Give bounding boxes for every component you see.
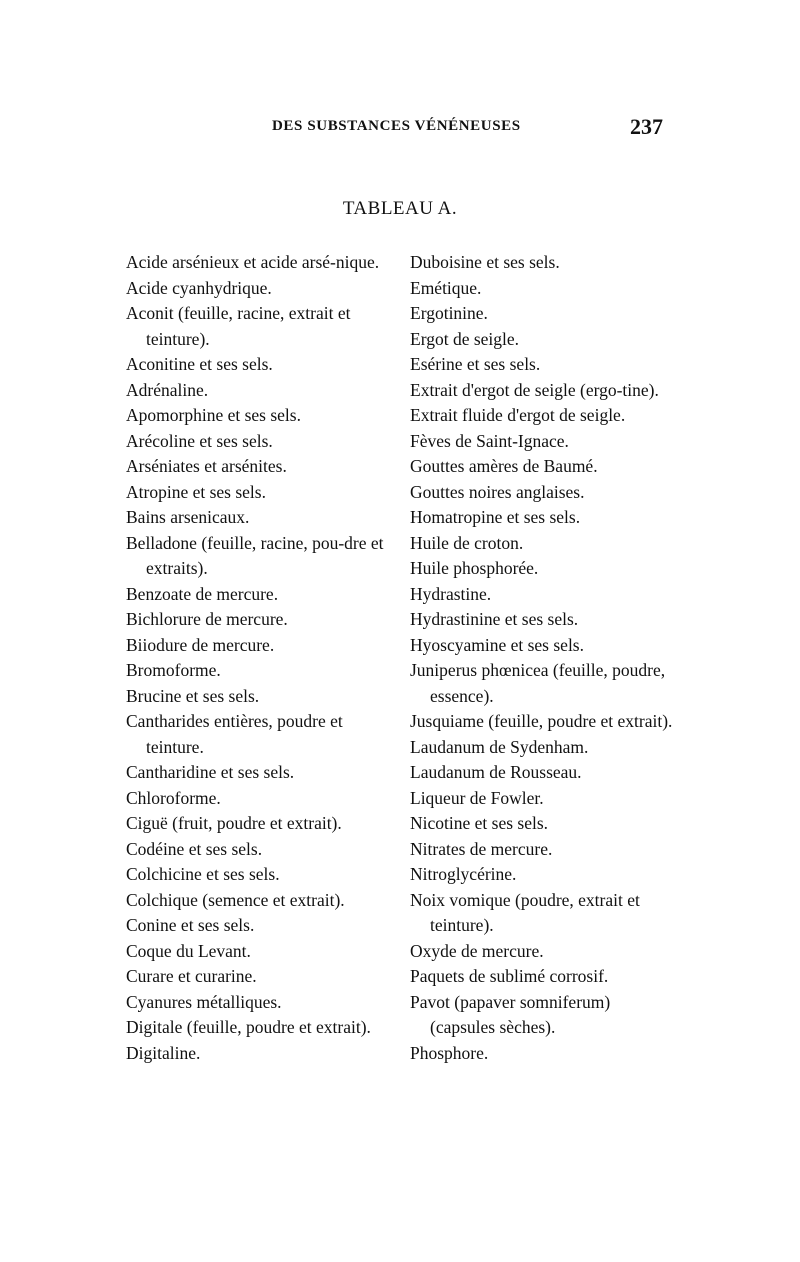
list-item: Hydrastine. [410,583,492,604]
list-item: Juniperus phœnicea (feuille, poudre, essence). [410,660,666,706]
list-item: Digitaline. [126,1042,201,1063]
list-item: Ergotinine. [410,303,488,323]
list-item: Laudanum de Rousseau. [410,762,582,782]
list-item: Nicotine et ses sels. [410,813,549,833]
running-title: DES SUBSTANCES VÉNÉNEUSES [272,118,521,134]
list-item: Laudanum de Sydenham. [410,736,589,757]
list-item: Huile phosphorée. [410,558,539,578]
list-item: Esérine et ses sels. [410,354,541,374]
list-item: Colchique (semence et extrait). [126,889,345,910]
list-item: Bains arsenicaux. [126,507,250,527]
list-item: Arécoline et ses sels. [126,430,273,451]
list-item: Paquets de sublimé corrosif. [410,966,609,986]
list-item: Atropine et ses sels. [126,481,266,502]
list-item: Acide arsénieux et acide arsé-nique. [126,252,380,272]
list-item: Belladone (feuille, racine, pou-dre et extraits). [126,532,384,578]
list-item: Extrait fluide d'ergot de seigle. [410,405,626,425]
list-item: Curare et curarine. [126,966,257,986]
list-item: Aconit (feuille, racine, extrait et teinture). [126,303,351,349]
list-item: Cyanures métalliques. [126,991,282,1012]
list-item: Fèves de Saint-Ignace. [410,430,569,451]
running-head [0,114,800,144]
table-title: TABLEAU A. [342,198,458,219]
list-item: Hyoscyamine et ses sels. [410,634,584,655]
list-item: Conine et ses sels. [126,915,255,935]
list-item: Acide cyanhydrique. [126,277,272,298]
list-item: Chloroforme. [126,787,221,808]
list-item: Biiodure de mercure. [126,634,275,655]
right-column [410,250,678,1066]
left-column [126,250,394,1066]
list-item: Cantharidine et ses sels. [126,762,295,782]
list-item: Ciguë (fruit, poudre et extrait). [126,813,342,833]
page-number: 237 [630,114,663,139]
list-item: Extrait d'ergot de seigle (ergo-tine). [410,379,659,400]
list-item: Cantharides entières, poudre et teinture. [126,711,343,757]
list-item: Brucine et ses sels. [126,685,260,706]
list-item: Nitroglycérine. [410,864,517,884]
list-item: Hydrastinine et ses sels. [410,609,579,629]
list-item: Huile de croton. [410,532,524,553]
list-item: Liqueur de Fowler. [410,787,544,808]
list-item: Bromoforme. [126,660,221,680]
list-item: Emétique. [410,277,482,298]
list-item: Duboisine et ses sels. [410,252,560,272]
list-item: Nitrates de mercure. [410,838,553,859]
list-item: Colchicine et ses sels. [126,864,280,884]
list-item: Phosphore. [410,1042,489,1063]
list-item: Ergot de seigle. [410,328,520,349]
list-item: Coque du Levant. [126,940,251,961]
list-item: Gouttes noires anglaises. [410,481,585,502]
list-item: Noix vomique (poudre, extrait et teinture). [410,889,640,935]
list-item: Benzoate de mercure. [126,583,279,604]
list-item: Jusquiame (feuille, poudre et extrait). [410,711,673,731]
list-item: Apomorphine et ses sels. [126,405,301,425]
list-item: Aconitine et ses sels. [126,354,273,374]
list-item: Oxyde de mercure. [410,940,544,961]
list-item: Codéine et ses sels. [126,838,263,859]
list-item: Gouttes amères de Baumé. [410,456,598,476]
list-item: Homatropine et ses sels. [410,507,581,527]
list-item: Bichlorure de mercure. [126,609,288,629]
list-item: Digitale (feuille, poudre et extrait). [126,1017,371,1037]
list-item: Adrénaline. [126,379,209,400]
list-item: Pavot (papaver somniferum) (capsules sèches). [410,991,611,1037]
list-item: Arséniates et arsénites. [126,456,287,476]
